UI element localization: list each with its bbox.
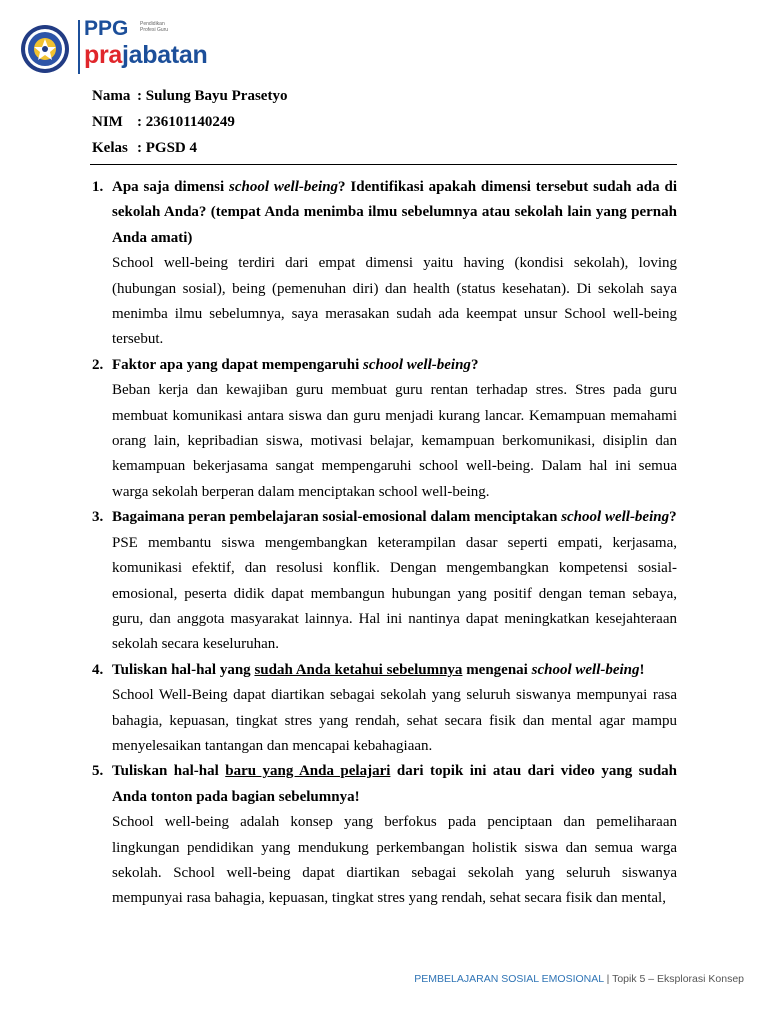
question-text-part: ! [639, 661, 645, 678]
kelas-label: Kelas [92, 140, 128, 156]
footer-course: PEMBELAJARAN SOSIAL EMOSIONAL [414, 973, 604, 985]
question-text-part: mengenai [462, 661, 532, 678]
nama-value: : Sulung Bayu Prasetyo [137, 88, 288, 104]
header-divider [78, 20, 80, 74]
answer-4: School Well-Being dapat diartikan sebagai sekolah yang seluruh siswanya mempunyai rasa bahagia, kepuasan, tingkat stres yang rendah, sehat secara fisik dan mental agar mampu menyelesaikan tantangan dan mencapai kebahagiaan. [112, 687, 677, 754]
answer-1: School well-being terdiri dari empat dimensi yaitu having (kondisi sekolah), loving (hubungan sosial), being (pemenuhan diri) dan health (status kesehatan). Di sekolah saya menimba ilmu sebelumnya, saya merasakan sudah ada keempat unsur School well-being tersebut. [112, 255, 677, 348]
question-italic-term: school well-being [229, 179, 339, 195]
question-text-part: ? [669, 509, 677, 526]
university-seal-icon [20, 24, 70, 74]
question-italic-term: school well-being [531, 661, 640, 678]
question-number: 3. [92, 509, 104, 526]
prajabatan-logo-text [84, 41, 207, 69]
prajabatan-pra: pra [84, 41, 123, 69]
ppg-subtitle: Pendidikan Profesi Guru [140, 21, 169, 33]
footer-topic: Topik 5 – Eksplorasi Konsep [612, 973, 744, 985]
answer-3: PSE membantu siswa mengembangkan keterampilan dasar seperti empati, kerjasama, komunikasi efektif, dan resolusi konflik. Dengan mengembangkan kompetensi sosial-emosional, peserta didik dapat membangun hubungan yang positif dengan teman sebaya, guru, dan anggota masyarakat lainnya. Hal ini nantinya dapat meningkatkan kesejahteraan sekolah secara keseluruhan. [112, 534, 677, 653]
footer-separator: | [603, 973, 613, 985]
qa-content [92, 175, 677, 912]
answer-5: School well-being adalah konsep yang berfokus pada penciptaan dan pemeliharaan lingkungan pendidikan yang mendukung perkembangan holistik siswa dan semua warga sekolah. School well-being dapat diartikan sebagai sekolah yang seluruh siswanya mempunyai rasa bahagia, kepuasan, tingkat stres yang rendah, sehat secara fisik dan mental, [112, 814, 677, 907]
question-text [112, 658, 677, 683]
question-number: 2. [92, 356, 104, 373]
question-2 [92, 353, 677, 378]
nim-label: NIM [92, 114, 123, 130]
question-4 [92, 658, 677, 683]
header-logo [14, 12, 214, 74]
question-number: 4. [92, 661, 104, 678]
question-3 [92, 505, 677, 530]
question-text-part: ? Identifikasi apakah dimensi tersebut sudah ada di sekolah Anda? (tempat Anda menimba ilmu sebelumnya atau sekolah lain yang pernah Anda amati) [112, 179, 677, 246]
question-text [112, 759, 677, 810]
question-text-part: Faktor apa yang dapat mempengaruhi [112, 356, 364, 373]
kelas-value: : PGSD 4 [137, 140, 197, 156]
question-number: 5. [92, 763, 104, 780]
question-1 [92, 175, 677, 251]
question-text-part: ? [470, 356, 479, 373]
ppg-logo-text: PPG [84, 17, 129, 40]
question-italic-term: school well-being [561, 509, 670, 526]
answer-2: Beban kerja dan kewajiban guru membuat guru rentan terhadap stres. Stres pada guru membuat komunikasi antara siswa dan guru menjadi kurang lancar. Kemampuan memahami orang lain, kepribadian siswa, motivasi belajar, kemampuan berkomunikasi, disiplin dan kemampuan bekerjasama sangat mempengaruhi school well-being. Dalam hal ini semua warga sekolah berperan dalam menciptakan school well-being. [112, 382, 677, 500]
question-underlined-phrase: baru yang Anda pelajari [225, 763, 391, 780]
nim-value: : 236101140249 [137, 114, 235, 130]
question-text-part: Tuliskan hal-hal [112, 763, 226, 780]
identity-row-kelas [92, 138, 287, 164]
identity-row-nim [92, 112, 287, 138]
question-text [112, 175, 677, 251]
student-identity [92, 86, 287, 164]
prajabatan-jabatan: jabatan [122, 41, 208, 69]
question-italic-term: school well-being [363, 356, 471, 373]
question-text-part: Tuliskan hal-hal yang [112, 661, 255, 678]
question-underlined-phrase: sudah Anda ketahui sebelumnya [254, 661, 463, 678]
question-text-part: Bagaimana peran pembelajaran sosial-emosional dalam menciptakan [112, 509, 562, 526]
nama-label: Nama [92, 88, 131, 104]
page-footer [414, 973, 744, 985]
question-text [112, 505, 677, 530]
question-5 [92, 759, 677, 810]
question-text-part: dari topik ini atau dari video yang sudah Anda tonton pada bagian sebelumnya! [112, 763, 678, 805]
question-text [112, 353, 677, 378]
question-number: 1. [92, 179, 104, 195]
question-text-part: Apa saja dimensi [112, 179, 230, 195]
header-rule [90, 164, 677, 165]
identity-row-nama [92, 86, 287, 112]
